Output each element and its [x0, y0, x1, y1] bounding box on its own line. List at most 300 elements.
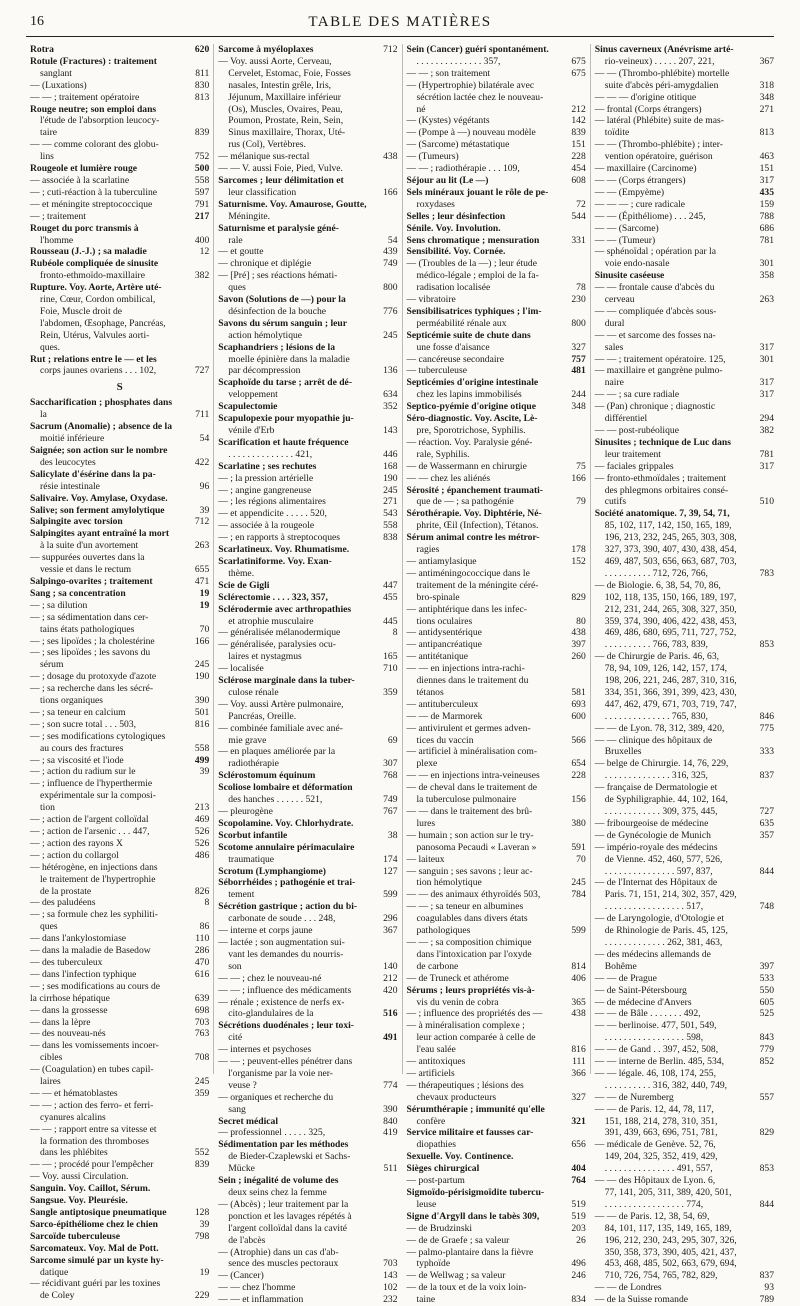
index-entry — [407, 604, 586, 616]
entry-text: — récidivant guéri par les toxines — [30, 1278, 161, 1290]
index-entry — [30, 421, 209, 433]
entry-page-ref: 317 — [759, 377, 774, 389]
entry-page-ref: 260 — [571, 651, 586, 663]
entry-text: chevaux producteurs — [416, 1091, 497, 1103]
index-entry — [30, 612, 209, 624]
entry-page-ref: 54 — [387, 234, 398, 246]
entry-text: Scorbut infantile — [218, 829, 288, 841]
index-entry — [218, 1294, 397, 1306]
entry-text: . . . . . . . . . . . . . . . . . 598, — [604, 1032, 704, 1044]
index-entry — [595, 1282, 774, 1294]
entry-text: Sein ; inégalité de volume des — [218, 1175, 339, 1187]
entry-page-ref: 38 — [387, 829, 398, 841]
index-entry — [218, 770, 397, 782]
index-entry — [595, 1032, 774, 1044]
entry-text: Salive; son ferment amylolytique — [30, 504, 165, 516]
entry-page-ref: 26 — [576, 1234, 586, 1246]
entry-text: — mélanique sus-rectal — [218, 151, 310, 163]
index-entry — [595, 651, 774, 663]
index-entry — [218, 1235, 397, 1247]
index-entry — [30, 516, 209, 528]
index-entry — [30, 139, 209, 151]
index-entry — [30, 1159, 209, 1171]
index-entry — [30, 683, 209, 695]
entry-text: — — ; rapport entre sa vitesse et — [30, 1123, 157, 1135]
entry-page-ref: 151 — [759, 163, 774, 175]
index-entry — [218, 1211, 397, 1223]
entry-text: — ; sa formule chez les syphiliti- — [30, 909, 158, 921]
entry-page-ref: 96 — [199, 480, 210, 492]
index-entry — [407, 592, 586, 604]
entry-text: — — clinique des hôpitaux de — [594, 734, 713, 746]
entry-text: bro-spinale — [416, 591, 460, 603]
entry-page-ref: 213 — [194, 802, 210, 814]
index-entry — [30, 493, 209, 505]
entry-text: carbonate de soude . . . 248, — [228, 913, 336, 925]
entry-page-ref: 813 — [194, 91, 210, 103]
entry-page-ref: 165 — [383, 651, 398, 663]
entry-text: rine, Cœur, Cordon ombilical, — [40, 294, 156, 306]
entry-text: Sigmoïdo-périsigmoïdite tubercu- — [406, 1187, 545, 1198]
index-entry — [218, 997, 397, 1009]
entry-text: son — [228, 960, 242, 972]
index-entry — [595, 627, 774, 639]
index-entry — [595, 246, 774, 258]
entry-text: — interne et corps jaune — [218, 925, 313, 937]
index-column-3 — [403, 44, 591, 1306]
entry-text: toïdite — [604, 127, 630, 139]
index-entry — [595, 1116, 774, 1128]
entry-page-ref: 294 — [759, 413, 774, 425]
entry-text: — fribourgeoise de médecine — [594, 817, 709, 829]
entry-text: ques. — [40, 341, 60, 353]
index-entry — [30, 115, 209, 127]
entry-page-ref: 800 — [571, 317, 586, 329]
index-entry — [595, 1187, 774, 1199]
entry-page-ref: 358 — [759, 270, 774, 282]
entry-text: — professionnel . . . . . 325, — [218, 1127, 326, 1139]
index-entry — [30, 1064, 209, 1076]
entry-text: laires — [40, 1076, 61, 1088]
index-entry — [218, 104, 397, 116]
index-entry — [218, 199, 397, 211]
entry-page-ref: 365 — [571, 996, 586, 1008]
entry-text: que de — ; sa pathogénie — [416, 496, 514, 508]
index-entry — [595, 663, 774, 675]
index-entry — [218, 211, 397, 223]
index-entry — [218, 1247, 397, 1259]
index-entry — [218, 901, 397, 913]
entry-text: — — frontale cause d'abcès du — [594, 282, 715, 294]
entry-text: 85, 102, 117, 142, 150, 165, 189, — [604, 520, 732, 532]
entry-text: Salpingites ayant entraîné la mort — [30, 528, 170, 540]
index-entry — [595, 687, 774, 699]
entry-text: ques — [40, 921, 58, 933]
entry-page-ref: 359 — [383, 686, 398, 698]
entry-text: — — ; sa cure radiale — [594, 389, 680, 401]
entry-text: Sarcome à myéloplaxes — [218, 44, 314, 55]
index-entry — [218, 961, 397, 973]
entry-text: (Os), Muscles, Ovaires, Peau, — [228, 103, 343, 115]
index-entry — [407, 151, 586, 163]
index-entry — [218, 663, 397, 675]
entry-text: — organiques et recherche du — [218, 1091, 334, 1103]
entry-page-ref: 837 — [759, 770, 774, 782]
entry-text: Bohême — [604, 960, 637, 972]
entry-page-ref: 599 — [571, 925, 586, 937]
index-entry — [30, 445, 209, 457]
entry-text: rale — [228, 234, 243, 246]
entry-text: Cervelet, Estomac, Foie, Fosses — [228, 67, 351, 79]
entry-page-ref: 271 — [383, 496, 398, 508]
index-entry — [595, 532, 774, 544]
entry-page-ref: 406 — [571, 972, 586, 984]
entry-text: — — de Prague — [594, 972, 657, 984]
index-entry — [30, 909, 209, 921]
entry-page-ref: 525 — [759, 1008, 774, 1020]
index-entry — [218, 1127, 397, 1139]
index-entry — [30, 1183, 209, 1195]
entry-text: plexe — [416, 758, 438, 770]
entry-text: — maxillaire (Carcinome) — [594, 163, 697, 175]
entry-text: — — compliquée d'abcès sous- — [594, 305, 717, 317]
entry-text: culose rénale — [228, 686, 279, 698]
entry-text: leur classification — [228, 186, 297, 198]
entry-page-ref: 703 — [383, 1258, 398, 1270]
entry-text: — — (Thrombo-phlébite) mortelle — [594, 67, 730, 79]
index-entry — [218, 306, 397, 318]
entry-text: — dans la lèpre — [30, 1016, 91, 1028]
entry-text: — — V. aussi Foie, Pied, Vulve. — [218, 163, 343, 175]
entry-page-ref: 710 — [383, 663, 398, 675]
entry-page-ref: 768 — [383, 770, 398, 782]
index-entry — [30, 1136, 209, 1148]
entry-text: — — berlinoise. 477, 501, 549, — [594, 1020, 717, 1032]
index-entry — [218, 1199, 397, 1211]
index-entry — [218, 1116, 397, 1128]
index-entry — [30, 731, 209, 743]
entry-text: 350, 358, 373, 390, 405, 421, 437, — [604, 1246, 737, 1258]
entry-text: Sérothérapie. Voy. Diphtérie, Né- — [406, 508, 542, 520]
entry-page-ref: 19 — [199, 1266, 210, 1278]
entry-page-ref: 445 — [383, 615, 398, 627]
entry-text: sanglant — [40, 67, 72, 79]
entry-text: Saccharification ; phosphates dans — [30, 397, 173, 409]
index-entry — [218, 1258, 397, 1270]
entry-text: Sclérose marginale dans la tuber- — [218, 675, 355, 687]
entry-text: — en plaques améliorée par la — [218, 746, 336, 758]
index-entry — [30, 778, 209, 790]
index-entry — [407, 901, 586, 913]
index-entry — [595, 699, 774, 711]
index-entry — [218, 258, 397, 270]
entry-page-ref: 93 — [764, 1282, 774, 1294]
entry-page-ref: 190 — [383, 472, 398, 484]
entry-text: Rouget du porc transmis à — [30, 222, 139, 234]
page-number: 16 — [30, 14, 44, 29]
entry-text: rale, Syphilis. — [416, 448, 470, 460]
entry-text: la tuberculose pulmonaire — [416, 794, 517, 806]
entry-page-ref: 156 — [571, 794, 586, 806]
index-entry — [218, 330, 397, 342]
index-entry — [407, 1187, 586, 1199]
index-entry — [30, 409, 209, 421]
entry-page-ref: 168 — [383, 460, 398, 472]
index-entry — [218, 985, 397, 997]
index-entry — [407, 282, 586, 294]
index-entry — [595, 306, 774, 318]
entry-text: taire — [40, 127, 58, 139]
index-entry — [30, 993, 209, 1005]
index-entry — [595, 758, 774, 770]
index-entry — [407, 485, 586, 497]
index-entry — [218, 508, 397, 520]
entry-text: — — ; radiothérapie . . . 109, — [406, 163, 520, 175]
entry-text: — dans l'infection typhique — [30, 968, 137, 980]
index-entry — [595, 80, 774, 92]
index-entry — [407, 830, 586, 842]
index-entry — [30, 1017, 209, 1029]
page-header — [26, 10, 774, 37]
entry-text: — des tuberculeux — [30, 956, 103, 968]
entry-text: 359, 374, 390, 406, 422, 438, 453, — [604, 615, 737, 627]
entry-text: coagulables dans divers états — [416, 913, 528, 925]
entry-page-ref: 245 — [194, 659, 210, 671]
entry-text: . . . . . . . . . . 766, 783, 839, — [604, 639, 708, 651]
index-entry — [407, 1139, 586, 1151]
index-entry — [407, 651, 586, 663]
index-entry — [407, 56, 586, 68]
entry-page-ref: 367 — [383, 925, 398, 937]
entry-text: 198, 206, 221, 246, 287, 310, 316, — [604, 675, 737, 687]
index-entry — [595, 187, 774, 199]
entry-page-ref: 70 — [576, 853, 586, 865]
entry-text: deux seins chez la femme — [228, 1187, 327, 1198]
entry-page-ref: 853 — [759, 1163, 774, 1175]
entry-text: — — dans le traitement des brû- — [406, 806, 533, 817]
index-entry — [218, 711, 397, 723]
entry-text: — (Troubles de la —) ; leur étude — [406, 258, 537, 270]
index-entry — [407, 1080, 586, 1092]
entry-text: — (Atrophie) dans un cas d'ab- — [218, 1246, 339, 1258]
index-entry — [407, 520, 586, 532]
index-entry — [218, 627, 397, 639]
entry-page-ref: 712 — [383, 44, 398, 55]
index-entry — [407, 92, 586, 104]
index-entry — [218, 342, 397, 354]
entry-text: . . . . . . . . . . . . . . 421, — [228, 448, 313, 460]
entry-text: de Syphiligraphie. 44, 102, 164, — [604, 794, 728, 806]
index-entry — [218, 175, 397, 187]
index-entry — [218, 806, 397, 818]
entry-page-ref: 839 — [571, 127, 586, 139]
entry-page-ref: 712 — [194, 516, 210, 528]
entry-text: — antiméningococcique dans le — [406, 567, 530, 579]
index-entry — [595, 425, 774, 437]
entry-text: Mücke — [228, 1163, 255, 1175]
entry-page-ref: 419 — [383, 1127, 398, 1139]
index-entry — [407, 877, 586, 889]
entry-page-ref: 844 — [759, 865, 774, 877]
entry-text: — belge de Chirurgie. 14, 76, 229, — [594, 758, 729, 770]
entry-text: — (Pompe à —) nouveau modèle — [406, 127, 536, 139]
entry-text: Sécrétion gastrique ; action du bi- — [218, 901, 358, 913]
entry-page-ref: 166 — [194, 635, 210, 647]
index-entry — [407, 401, 586, 413]
entry-text: — antituberculeux — [406, 698, 479, 710]
entry-page-ref: 526 — [194, 837, 210, 849]
index-entry — [595, 44, 774, 56]
entry-text: radiothérapie — [228, 758, 279, 770]
entry-page-ref: 840 — [383, 1115, 398, 1127]
entry-page-ref: 348 — [571, 401, 586, 413]
entry-text: — — en injections intra-veineuses — [406, 770, 540, 782]
index-entry — [218, 294, 397, 306]
entry-text: . . . . . . . . . . 316, 382, 440, 749, — [604, 1079, 728, 1091]
entry-text: — ; cuti-réaction à la tuberculine — [30, 186, 158, 198]
entry-page-ref: 469 — [194, 814, 210, 826]
entry-text: Rousseau (J.-J.) ; sa maladie — [30, 246, 147, 258]
index-entry — [30, 838, 209, 850]
index-entry — [595, 949, 774, 961]
entry-page-ref: 511 — [383, 1163, 398, 1175]
entry-text: de Rhinologie de Paris. 45, 125, — [604, 925, 728, 937]
index-entry — [30, 163, 209, 175]
index-entry — [407, 246, 586, 258]
entry-text: — thérapeutiques ; lésions des — [406, 1079, 524, 1091]
index-entry — [218, 413, 397, 425]
entry-page-ref: 301 — [759, 353, 774, 365]
entry-page-ref: 102 — [383, 1282, 398, 1294]
entry-page-ref: 557 — [759, 1091, 774, 1103]
entry-text: — — post-rubéolique — [594, 425, 679, 436]
entry-page-ref: 566 — [571, 734, 586, 746]
entry-text: Sérumthérapie ; immunité qu'elle — [406, 1103, 545, 1115]
entry-page-ref: 656 — [571, 1139, 586, 1151]
index-entry — [595, 1294, 774, 1306]
index-entry — [30, 1243, 209, 1255]
entry-page-ref: 830 — [194, 79, 210, 91]
entry-page-ref: 853 — [759, 639, 774, 651]
index-entry — [218, 1187, 397, 1199]
index-entry — [595, 1139, 774, 1151]
entry-text: — sphénoïdal ; opération par la — [594, 246, 716, 258]
entry-page-ref: 327 — [571, 1091, 586, 1103]
entry-page-ref: 296 — [383, 913, 398, 925]
entry-text: Signe d'Argyll dans le tabès 309, — [406, 1210, 540, 1222]
entry-text: — (Luxations) — [30, 79, 87, 91]
index-entry — [595, 223, 774, 235]
entry-text: — (Coagulation) en tubes capil- — [30, 1064, 154, 1076]
index-entry — [407, 782, 586, 794]
index-entry — [218, 1175, 397, 1187]
entry-page-ref: 397 — [571, 639, 586, 651]
index-entry — [218, 92, 397, 104]
entry-text: Sclérodermie avec arthropathies — [218, 603, 352, 615]
index-entry — [595, 1092, 774, 1104]
entry-page-ref: 800 — [383, 282, 398, 294]
entry-page-ref: 781 — [759, 448, 774, 460]
entry-text: — française de Dermatologie et — [594, 782, 718, 794]
index-entry — [595, 175, 774, 187]
index-entry — [407, 425, 586, 437]
entry-page-ref: 69 — [387, 734, 398, 746]
index-entry — [218, 520, 397, 532]
entry-text: — post-partum — [406, 1175, 465, 1187]
entry-text: — artificiels — [406, 1067, 455, 1079]
index-entry — [30, 56, 209, 68]
entry-text: Poumon, Prostate, Rein, Sein, — [228, 115, 344, 127]
entry-text: — de cheval dans le traitement de — [406, 782, 538, 794]
entry-text: Rougeole et lumière rouge — [30, 163, 138, 175]
entry-text: ragies — [416, 544, 440, 556]
index-entry — [407, 1056, 586, 1068]
index-entry — [595, 866, 774, 878]
entry-text: — laiteux — [406, 853, 445, 865]
index-entry — [407, 496, 586, 508]
entry-text: Sangsue. Voy. Pleurésie. — [30, 1195, 128, 1207]
entry-text: Rouge neutre; son emploi dans — [30, 103, 157, 115]
entry-text: Sérosité ; épanchement traumati- — [406, 484, 544, 496]
entry-text: Séjour au lit (Le —) — [406, 174, 489, 186]
entry-text: typhoïde — [416, 1258, 451, 1270]
entry-page-ref: 752 — [194, 151, 210, 163]
index-entry — [595, 973, 774, 985]
entry-text: au cours des fractures — [40, 742, 124, 754]
entry-page-ref: 533 — [759, 972, 774, 984]
index-entry — [595, 1068, 774, 1080]
index-entry — [407, 354, 586, 366]
index-entry — [218, 592, 397, 604]
entry-text: — — de Paris. 12, 44, 78, 117, — [594, 1103, 714, 1115]
index-entry — [218, 544, 397, 556]
entry-text: moelle épinière dans la maladie — [228, 353, 350, 365]
entry-page-ref: 839 — [194, 127, 210, 139]
index-entry — [218, 44, 397, 56]
index-entry — [407, 1116, 586, 1128]
entry-page-ref: 435 — [759, 186, 774, 198]
index-entry — [407, 616, 586, 628]
entry-page-ref: 852 — [759, 1056, 774, 1068]
index-entry — [407, 175, 586, 187]
index-entry — [30, 92, 209, 104]
index-entry — [30, 981, 209, 993]
index-entry — [407, 1258, 586, 1270]
entry-page-ref: 39 — [199, 1218, 210, 1230]
index-entry — [218, 1080, 397, 1092]
entry-text: Scoliose lombaire et déformation — [218, 782, 353, 794]
entry-page-ref: 616 — [194, 968, 210, 980]
entry-text: — ; sa recherche dans les sécré- — [30, 683, 154, 695]
index-entry — [407, 68, 586, 80]
entry-text: — — de Lyon. 78, 312, 389, 420, — [594, 722, 725, 734]
entry-text: par décompression — [228, 365, 301, 377]
entry-page-ref: 78 — [576, 282, 586, 294]
entry-page-ref: 781 — [759, 234, 774, 246]
entry-text: traumatique — [228, 853, 275, 865]
entry-page-ref: 366 — [571, 1067, 586, 1079]
index-entry — [218, 568, 397, 580]
entry-page-ref: 675 — [571, 67, 586, 79]
index-entry — [407, 365, 586, 377]
entry-page-ref: 178 — [571, 544, 586, 556]
index-entry — [595, 592, 774, 604]
index-entry — [30, 365, 209, 377]
index-entry — [407, 723, 586, 735]
entry-text: Sinus maxillaire, Thorax, Uté- — [228, 127, 346, 139]
index-entry — [407, 330, 586, 342]
index-entry — [595, 104, 774, 116]
